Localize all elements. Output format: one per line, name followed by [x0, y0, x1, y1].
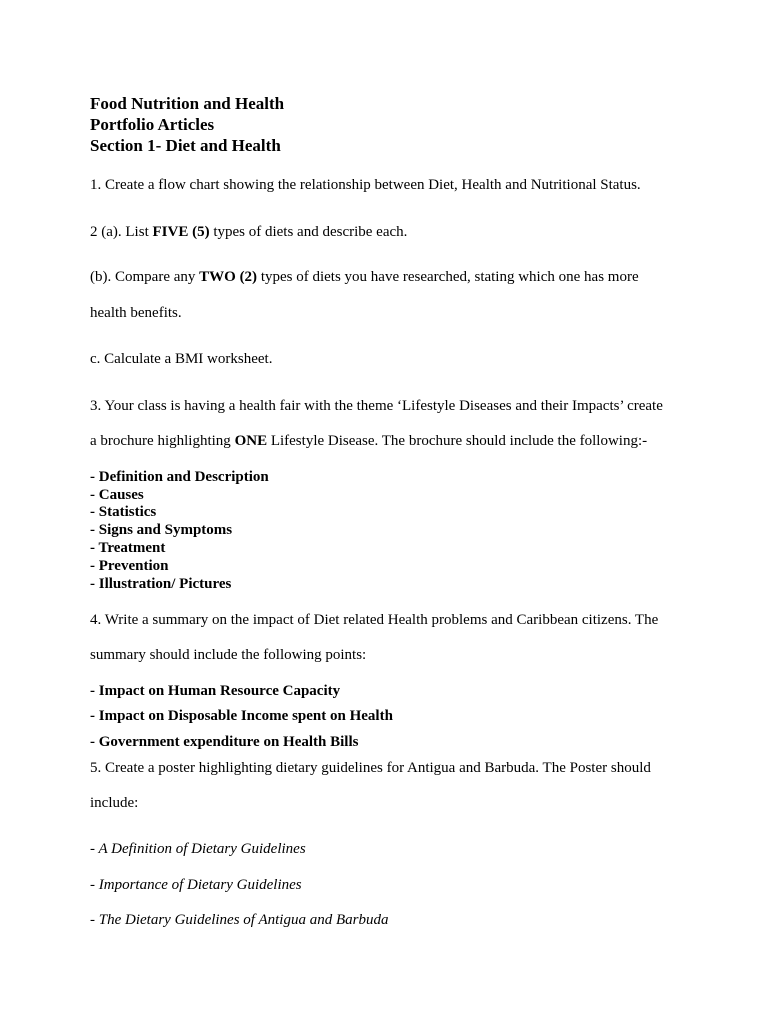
brochure-item-causes: - Causes — [90, 487, 144, 503]
question-2a-emphasis: FIVE (5) — [152, 224, 210, 240]
question-3-prefix: a brochure highlighting — [90, 433, 235, 449]
question-2a — [90, 223, 407, 241]
question-2a-suffix: types of diets and describe each. — [209, 224, 408, 240]
question-5-line-2: include: — [90, 795, 139, 811]
summary-point-government-expenditure: - Government expenditure on Health Bills — [90, 734, 359, 750]
brochure-item-definition: - Definition and Description — [90, 469, 269, 485]
poster-item-importance: - Importance of Dietary Guidelines — [90, 877, 302, 893]
question-4-line-2: summary should include the following points: — [90, 647, 367, 663]
brochure-item-prevention: - Prevention — [90, 558, 169, 574]
question-5-line-1: 5. Create a poster highlighting dietary guidelines for Antigua and Barbuda. The Poster should — [90, 760, 651, 776]
brochure-item-illustration: - Illustration/ Pictures — [90, 576, 232, 592]
question-3-line-1: 3. Your class is having a health fair with the theme ‘Lifestyle Diseases and their Impacts’ create — [90, 398, 663, 414]
question-3-line-2 — [90, 432, 647, 450]
question-2a-prefix: 2 (a). List — [90, 224, 153, 240]
brochure-item-statistics: - Statistics — [90, 504, 157, 520]
question-3-suffix: Lifestyle Disease. The brochure should include the following:- — [267, 433, 648, 449]
brochure-item-treatment: - Treatment — [90, 540, 166, 556]
brochure-item-signs: - Signs and Symptoms — [90, 522, 233, 538]
question-2b-suffix: types of diets you have researched, stating which one has more — [257, 269, 639, 285]
document-title: Food Nutrition and Health — [90, 94, 285, 113]
question-2b-emphasis: TWO (2) — [199, 269, 258, 285]
question-2b-prefix: (b). Compare any — [90, 269, 200, 285]
section-heading: Section 1- Diet and Health — [90, 136, 281, 155]
question-2b — [90, 268, 639, 286]
question-3-emphasis: ONE — [234, 433, 268, 449]
question-2c: c. Calculate a BMI worksheet. — [90, 351, 273, 367]
question-1: 1. Create a flow chart showing the relationship between Diet, Health and Nutritional Status. — [90, 177, 641, 193]
document-subtitle: Portfolio Articles — [90, 115, 215, 134]
summary-point-human-resource: - Impact on Human Resource Capacity — [90, 683, 341, 699]
question-4-line-1: 4. Write a summary on the impact of Diet related Health problems and Caribbean citizens. The — [90, 612, 659, 628]
poster-item-guidelines: - The Dietary Guidelines of Antigua and Barbuda — [90, 912, 389, 928]
summary-point-disposable-income: - Impact on Disposable Income spent on Health — [90, 708, 393, 724]
question-2b-continuation: health benefits. — [90, 305, 182, 321]
poster-item-definition: - A Definition of Dietary Guidelines — [90, 841, 306, 857]
